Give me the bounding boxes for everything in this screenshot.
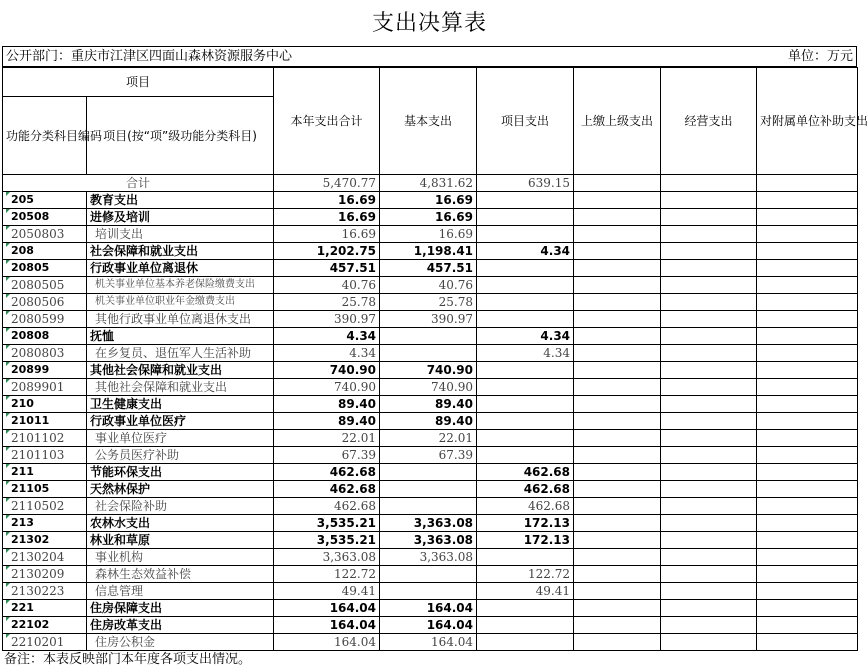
- row-basic: 740.90: [380, 379, 477, 396]
- row-code: 2130209: [3, 566, 87, 583]
- row-empty-cell: [574, 328, 661, 345]
- row-empty-cell: [661, 226, 757, 243]
- row-project: [477, 396, 574, 413]
- row-project: [477, 634, 574, 651]
- total-project: 639.15: [477, 175, 574, 192]
- row-total: 89.40: [274, 396, 380, 413]
- row-code: 21011: [3, 413, 87, 430]
- row-empty-cell: [661, 549, 757, 566]
- row-name: 其他行政事业单位离退休支出: [87, 311, 274, 328]
- row-project: 49.41: [477, 583, 574, 600]
- row-project: [477, 311, 574, 328]
- cell-marker-icon: [6, 634, 10, 638]
- row-empty-cell: [661, 447, 757, 464]
- row-basic: 3,363.08: [380, 515, 477, 532]
- row-empty-cell: [661, 243, 757, 260]
- department-label: 公开部门：重庆市江津区四面山森林资源服务中心: [6, 49, 293, 64]
- row-empty-cell: [757, 192, 858, 209]
- row-code: 21105: [3, 481, 87, 498]
- row-project: [477, 617, 574, 634]
- row-name: 森林生态效益补偿: [87, 566, 274, 583]
- row-name: 在乡复员、退伍军人生活补助: [87, 345, 274, 362]
- row-basic: 89.40: [380, 413, 477, 430]
- row-empty-cell: [574, 294, 661, 311]
- meta-bar: [2, 46, 857, 67]
- row-empty-cell: [574, 566, 661, 583]
- row-project: 4.34: [477, 345, 574, 362]
- table-row: [3, 430, 858, 447]
- row-project: [477, 600, 574, 617]
- row-empty-cell: [574, 481, 661, 498]
- row-empty-cell: [757, 634, 858, 651]
- cell-marker-icon: [6, 464, 10, 468]
- expenditure-table: [2, 67, 868, 651]
- row-name: 农林水支出: [87, 515, 274, 532]
- table-row: [3, 277, 858, 294]
- row-basic: [380, 583, 477, 600]
- table-row: [3, 447, 858, 464]
- row-empty-cell: [661, 379, 757, 396]
- row-empty-cell: [661, 634, 757, 651]
- row-empty-cell: [574, 617, 661, 634]
- row-total: 4.34: [274, 328, 380, 345]
- row-name: 卫生健康支出: [87, 396, 274, 413]
- row-project: 172.13: [477, 515, 574, 532]
- table-row: [3, 413, 858, 430]
- row-empty-cell: [574, 226, 661, 243]
- row-name: 林业和草原: [87, 532, 274, 549]
- row-total: 462.68: [274, 481, 380, 498]
- table-row: [3, 328, 858, 345]
- row-code: 2080803: [3, 345, 87, 362]
- cell-marker-icon: [6, 260, 10, 264]
- row-total: 4.34: [274, 345, 380, 362]
- row-empty-cell: [757, 430, 858, 447]
- row-empty-cell: [574, 192, 661, 209]
- page-title: 支出决算表: [371, 11, 487, 36]
- row-basic: [380, 328, 477, 345]
- row-code: 210: [3, 396, 87, 413]
- row-empty-cell: [574, 379, 661, 396]
- row-code: 221: [3, 600, 87, 617]
- row-name: 信息管理: [87, 583, 274, 600]
- cell-marker-icon: [6, 243, 10, 247]
- row-empty-cell: [757, 600, 858, 617]
- row-project: [477, 260, 574, 277]
- header-basic: 基本支出: [380, 68, 477, 175]
- footnote: 备注：本表反映部门本年度各项支出情况。: [4, 652, 252, 667]
- cell-marker-icon: [6, 362, 10, 366]
- row-total: 740.90: [274, 362, 380, 379]
- row-basic: 16.69: [380, 209, 477, 226]
- row-basic: 740.90: [380, 362, 477, 379]
- table-row: [3, 498, 858, 515]
- row-empty-cell: [661, 209, 757, 226]
- row-project: 4.34: [477, 243, 574, 260]
- row-total: 164.04: [274, 617, 380, 634]
- row-total: 16.69: [274, 226, 380, 243]
- row-project: [477, 209, 574, 226]
- table-row: [3, 209, 858, 226]
- row-name: 住房保障支出: [87, 600, 274, 617]
- row-code: 205: [3, 192, 87, 209]
- row-total: 49.41: [274, 583, 380, 600]
- row-name: 住房公积金: [87, 634, 274, 651]
- row-total: 16.69: [274, 192, 380, 209]
- row-code: 2050803: [3, 226, 87, 243]
- row-basic: 457.51: [380, 260, 477, 277]
- row-empty-cell: [757, 498, 858, 515]
- row-empty-cell: [757, 515, 858, 532]
- row-empty-cell: [757, 362, 858, 379]
- row-basic: [380, 481, 477, 498]
- row-basic: [380, 498, 477, 515]
- cell-marker-icon: [6, 328, 10, 332]
- cell-marker-icon: [6, 515, 10, 519]
- row-project: [477, 447, 574, 464]
- table-row: [3, 294, 858, 311]
- table-row: [3, 634, 858, 651]
- row-empty-cell: [574, 430, 661, 447]
- row-total: 122.72: [274, 566, 380, 583]
- row-total: 740.90: [274, 379, 380, 396]
- row-name: 天然林保护: [87, 481, 274, 498]
- row-empty-cell: [574, 498, 661, 515]
- row-name: 其他社会保障和就业支出: [87, 379, 274, 396]
- row-name: 公务员医疗补助: [87, 447, 274, 464]
- row-empty-cell: [757, 464, 858, 481]
- header-project: 项目: [3, 68, 274, 97]
- header-code: 功能分类科目编码: [3, 97, 87, 175]
- row-empty-cell: [757, 396, 858, 413]
- row-empty-cell: [661, 583, 757, 600]
- row-code: 21302: [3, 532, 87, 549]
- row-code: 213: [3, 515, 87, 532]
- row-empty-cell: [574, 362, 661, 379]
- row-project: 172.13: [477, 532, 574, 549]
- cell-marker-icon: [6, 396, 10, 400]
- row-basic: 164.04: [380, 600, 477, 617]
- row-empty-cell: [574, 413, 661, 430]
- header-subsidy: 对附属单位补助支出: [757, 68, 858, 175]
- cell-marker-icon: [6, 447, 10, 451]
- row-empty-cell: [757, 311, 858, 328]
- row-code: 208: [3, 243, 87, 260]
- row-empty-cell: [661, 413, 757, 430]
- row-code: 22102: [3, 617, 87, 634]
- row-basic: 16.69: [380, 226, 477, 243]
- unit-label: 单位：万元: [787, 49, 853, 64]
- table-row: [3, 192, 858, 209]
- table-row: [3, 549, 858, 566]
- cell-marker-icon: [6, 430, 10, 434]
- row-empty-cell: [757, 549, 858, 566]
- row-project: [477, 430, 574, 447]
- row-name: 教育支出: [87, 192, 274, 209]
- row-total: 462.68: [274, 464, 380, 481]
- row-name: 其他社会保障和就业支出: [87, 362, 274, 379]
- row-basic: 40.76: [380, 277, 477, 294]
- row-basic: [380, 345, 477, 362]
- cell-marker-icon: [6, 277, 10, 281]
- row-empty-cell: [574, 345, 661, 362]
- row-empty-cell: [757, 277, 858, 294]
- total-amount: 5,470.77: [274, 175, 380, 192]
- row-empty-cell: [661, 192, 757, 209]
- row-empty-cell: [661, 617, 757, 634]
- row-basic: 1,198.41: [380, 243, 477, 260]
- header-project-expense: 项目支出: [477, 68, 574, 175]
- row-project: 462.68: [477, 481, 574, 498]
- row-code: 20805: [3, 260, 87, 277]
- total-basic: 4,831.62: [380, 175, 477, 192]
- row-empty-cell: [574, 243, 661, 260]
- row-name: 机关事业单位职业年金缴费支出: [87, 294, 274, 311]
- row-total: 164.04: [274, 634, 380, 651]
- row-empty-cell: [574, 634, 661, 651]
- row-project: [477, 379, 574, 396]
- row-empty-cell: [574, 311, 661, 328]
- row-empty-cell: [757, 345, 858, 362]
- row-basic: 3,363.08: [380, 549, 477, 566]
- table-row: [3, 532, 858, 549]
- table-row: [3, 583, 858, 600]
- row-empty-cell: [661, 260, 757, 277]
- table-row: [3, 515, 858, 532]
- cell-marker-icon: [6, 549, 10, 553]
- row-empty-cell: [574, 396, 661, 413]
- row-empty-cell: [574, 447, 661, 464]
- table-row: [3, 481, 858, 498]
- row-empty-cell: [661, 430, 757, 447]
- row-name: 社会保险补助: [87, 498, 274, 515]
- row-empty-cell: [574, 260, 661, 277]
- cell-marker-icon: [6, 481, 10, 485]
- table-row: [3, 566, 858, 583]
- row-empty-cell: [661, 498, 757, 515]
- row-empty-cell: [661, 396, 757, 413]
- table-row: [3, 226, 858, 243]
- row-empty-cell: [757, 566, 858, 583]
- table-row: [3, 311, 858, 328]
- row-total: 3,535.21: [274, 532, 380, 549]
- row-name: 进修及培训: [87, 209, 274, 226]
- row-empty-cell: [757, 617, 858, 634]
- row-total: 22.01: [274, 430, 380, 447]
- total-label: 合计: [3, 175, 274, 192]
- row-code: 2210201: [3, 634, 87, 651]
- row-name: 培训支出: [87, 226, 274, 243]
- row-total: 40.76: [274, 277, 380, 294]
- table-row: [3, 396, 858, 413]
- row-basic: 3,363.08: [380, 532, 477, 549]
- row-basic: 164.04: [380, 634, 477, 651]
- row-total: 457.51: [274, 260, 380, 277]
- row-project: [477, 226, 574, 243]
- row-code: 2089901: [3, 379, 87, 396]
- cell-marker-icon: [6, 192, 10, 196]
- row-code: 2130204: [3, 549, 87, 566]
- cell-marker-icon: [6, 583, 10, 587]
- row-project: 122.72: [477, 566, 574, 583]
- row-project: 462.68: [477, 464, 574, 481]
- row-empty-cell: [661, 481, 757, 498]
- row-basic: [380, 566, 477, 583]
- row-empty-cell: [757, 447, 858, 464]
- header-total: 本年支出合计: [274, 68, 380, 175]
- row-name: 行政事业单位医疗: [87, 413, 274, 430]
- row-empty-cell: [757, 481, 858, 498]
- row-code: 2130223: [3, 583, 87, 600]
- row-empty-cell: [574, 532, 661, 549]
- row-project: [477, 362, 574, 379]
- row-empty-cell: [661, 515, 757, 532]
- row-name: 社会保障和就业支出: [87, 243, 274, 260]
- cell-marker-icon: [6, 209, 10, 213]
- cell-marker-icon: [6, 617, 10, 621]
- row-project: [477, 277, 574, 294]
- row-project: [477, 294, 574, 311]
- table-row: [3, 362, 858, 379]
- row-total: 462.68: [274, 498, 380, 515]
- row-project: 462.68: [477, 498, 574, 515]
- row-empty-cell: [661, 566, 757, 583]
- row-total: 390.97: [274, 311, 380, 328]
- row-code: 20808: [3, 328, 87, 345]
- row-empty-cell: [574, 600, 661, 617]
- row-empty-cell: [661, 294, 757, 311]
- row-basic: 164.04: [380, 617, 477, 634]
- cell-marker-icon: [6, 413, 10, 417]
- row-basic: 22.01: [380, 430, 477, 447]
- row-basic: 89.40: [380, 396, 477, 413]
- row-empty-cell: [574, 464, 661, 481]
- row-empty-cell: [757, 532, 858, 549]
- row-project: [477, 192, 574, 209]
- row-name: 节能环保支出: [87, 464, 274, 481]
- table-row: [3, 260, 858, 277]
- cell-marker-icon: [6, 226, 10, 230]
- row-empty-cell: [574, 515, 661, 532]
- header-upper: 上缴上级支出: [574, 68, 661, 175]
- row-basic: 67.39: [380, 447, 477, 464]
- cell-marker-icon: [6, 345, 10, 349]
- row-basic: 25.78: [380, 294, 477, 311]
- row-empty-cell: [757, 209, 858, 226]
- row-name: 事业单位医疗: [87, 430, 274, 447]
- total-row: [3, 175, 858, 192]
- row-empty-cell: [757, 379, 858, 396]
- cell-marker-icon: [6, 294, 10, 298]
- row-empty-cell: [757, 243, 858, 260]
- row-code: 20508: [3, 209, 87, 226]
- table-row: [3, 464, 858, 481]
- cell-marker-icon: [6, 566, 10, 570]
- row-empty-cell: [574, 549, 661, 566]
- row-code: 2080506: [3, 294, 87, 311]
- table-row: [3, 243, 858, 260]
- row-empty-cell: [757, 294, 858, 311]
- cell-marker-icon: [6, 498, 10, 502]
- row-empty-cell: [661, 532, 757, 549]
- row-empty-cell: [757, 260, 858, 277]
- row-name: 抚恤: [87, 328, 274, 345]
- row-basic: 390.97: [380, 311, 477, 328]
- table-row: [3, 345, 858, 362]
- row-empty-cell: [661, 311, 757, 328]
- row-empty-cell: [661, 277, 757, 294]
- row-total: 3,363.08: [274, 549, 380, 566]
- row-total: 164.04: [274, 600, 380, 617]
- row-empty-cell: [661, 362, 757, 379]
- row-basic: [380, 464, 477, 481]
- row-name: 住房改革支出: [87, 617, 274, 634]
- cell-marker-icon: [6, 600, 10, 604]
- row-empty-cell: [574, 583, 661, 600]
- row-code: 2080599: [3, 311, 87, 328]
- row-empty-cell: [661, 345, 757, 362]
- row-name: 行政事业单位离退休: [87, 260, 274, 277]
- row-project: [477, 413, 574, 430]
- row-total: 3,535.21: [274, 515, 380, 532]
- header-business: 经营支出: [661, 68, 757, 175]
- row-empty-cell: [661, 464, 757, 481]
- cell-marker-icon: [6, 311, 10, 315]
- cell-marker-icon: [6, 532, 10, 536]
- row-total: 1,202.75: [274, 243, 380, 260]
- row-total: 16.69: [274, 209, 380, 226]
- row-empty-cell: [574, 277, 661, 294]
- row-total: 25.78: [274, 294, 380, 311]
- cell-marker-icon: [6, 379, 10, 383]
- row-empty-cell: [757, 328, 858, 345]
- row-name: 事业机构: [87, 549, 274, 566]
- row-empty-cell: [757, 413, 858, 430]
- row-code: 211: [3, 464, 87, 481]
- row-empty-cell: [757, 226, 858, 243]
- row-code: 2110502: [3, 498, 87, 515]
- row-total: 67.39: [274, 447, 380, 464]
- table-row: [3, 379, 858, 396]
- table-row: [3, 617, 858, 634]
- header-name: 项目(按“项”级功能分类科目): [87, 97, 274, 175]
- row-basic: 16.69: [380, 192, 477, 209]
- row-empty-cell: [757, 583, 858, 600]
- row-project: 4.34: [477, 328, 574, 345]
- row-empty-cell: [661, 600, 757, 617]
- row-name: 机关事业单位基本养老保险缴费支出: [87, 277, 274, 294]
- row-code: 2080505: [3, 277, 87, 294]
- row-empty-cell: [574, 209, 661, 226]
- row-project: [477, 549, 574, 566]
- row-empty-cell: [661, 328, 757, 345]
- row-total: 89.40: [274, 413, 380, 430]
- table-row: [3, 600, 858, 617]
- row-code: 2101103: [3, 447, 87, 464]
- row-code: 2101102: [3, 430, 87, 447]
- row-code: 20899: [3, 362, 87, 379]
